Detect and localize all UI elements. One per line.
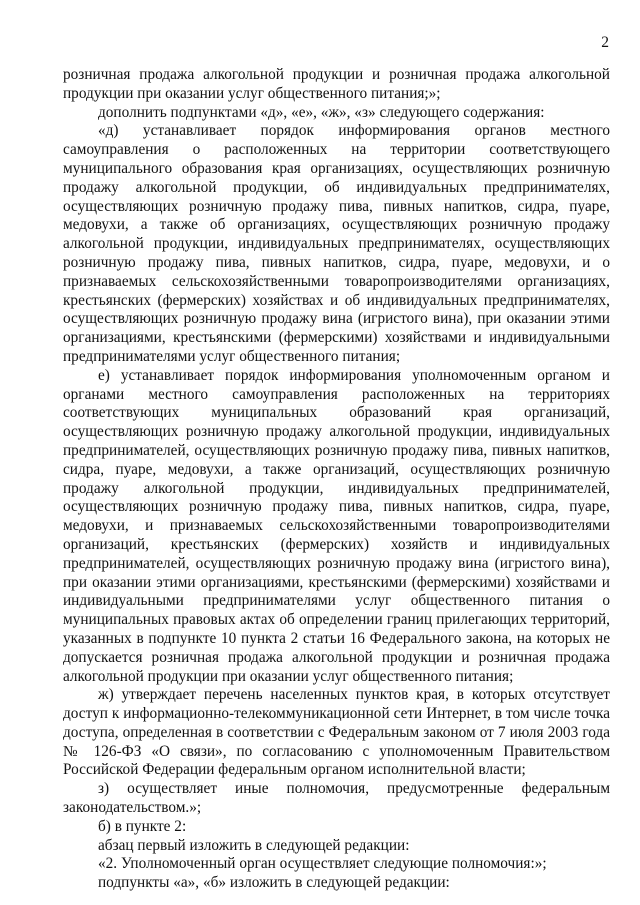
paragraph-add-subitems: дополнить подпунктами «д», «е», «ж», «з» следующего содержания:	[98, 103, 545, 121]
paragraph-first-abzac: абзац первый изложить в следующей редакции:	[98, 836, 410, 854]
paragraph-item-b-point-2: б) в пункте 2:	[98, 817, 187, 835]
paragraph-subitem-z: з) осуществляет иные полномочия, предусмотренные федеральным законодательством.»;	[63, 780, 610, 817]
paragraph-new-point-2: «2. Уполномоченный орган осуществляет следующие полномочия:»;	[98, 855, 547, 873]
paragraph-subitems-a-b: подпункты «а», «б» изложить в следующей редакции:	[98, 874, 450, 892]
paragraph-subitem-e: е) устанавливает порядок информирования уполномоченным органом и органами местного самоуправления расположенных на территориях соответствующих муниципальных образований края организаций, осуществляющих розничную продажу алкогольной продукции, индивидуальных предпринимателей, осуществляющих розничную продажу пива, пивных напитков, сидра, пуаре, медовухи, а также организаций, осуществляющих розничную продажу алкогольной продукции, индивидуальных предпринимателей, осуществляющих розничную продажу пива, пивных напитков, сидра, пуаре, медовухи, и признаваемых сельскохозяйственными товаропроизводителями организаций, крестьянских (фермерских) хозяйств и индивидуальных предпринимателей, осуществляющих розничную продажу вина (игристого вина), при оказании этими организациями, крестьянскими (фермерскими) хозяйствами и индивидуальными предпринимателями услуг общественного питания о муниципальных правовых актах об определении границ прилегающих территорий, указанных в подпункте 10 пункта 2 статьи 16 Федерального закона, на которых не допускается розничная продажа алкогольной продукции и розничная продажа алкогольной продукции при оказании услуг общественного питания;	[63, 366, 610, 685]
document-body	[63, 66, 610, 893]
paragraph-subitem-d: «д) устанавливает порядок информирования органов местного самоуправления о расположенных на территории соответствующего муниципального образования края организациях, осуществляющих розничную продажу алкогольной продукции, об индивидуальных предпринимателях, осуществляющих розничную продажу пива, пивных напитков, сидра, пуаре, медовухи, а также об организациях, осуществляющих розничную продажу алкогольной продукции, индивидуальных предпринимателях, осуществляющих розничную продажу пива, пивных напитков, сидра, пуаре, медовухи, и о признаваемых сельскохозяйственными товаропроизводителями организациях, крестьянских (фермерских) хозяйствах и об индивидуальных предпринимателях, осуществляющих розничную продажу вина (игристого вина), при оказании этими организациями, крестьянскими (фермерскими) хозяйствами и индивидуальными предпринимателями услуг общественного питания;	[63, 122, 610, 365]
page-number: 2	[601, 34, 609, 51]
paragraph-subitem-zh: ж) утверждает перечень населенных пунктов края, в которых отсутствует доступ к информационно-телекоммуникационной сети Интернет, в том числе точка доступа, определенная в соответствии с Федеральным законом от 7 июля 2003 года № 126-ФЗ «О связи», по согласованию с уполномоченным Правительством Российской Федерации федеральным органом исполнительной власти;	[63, 686, 610, 779]
paragraph-continuation: розничная продажа алкогольной продукции и розничная продажа алкогольной продукции при оказании услуг общественного питания;»;	[63, 66, 610, 102]
